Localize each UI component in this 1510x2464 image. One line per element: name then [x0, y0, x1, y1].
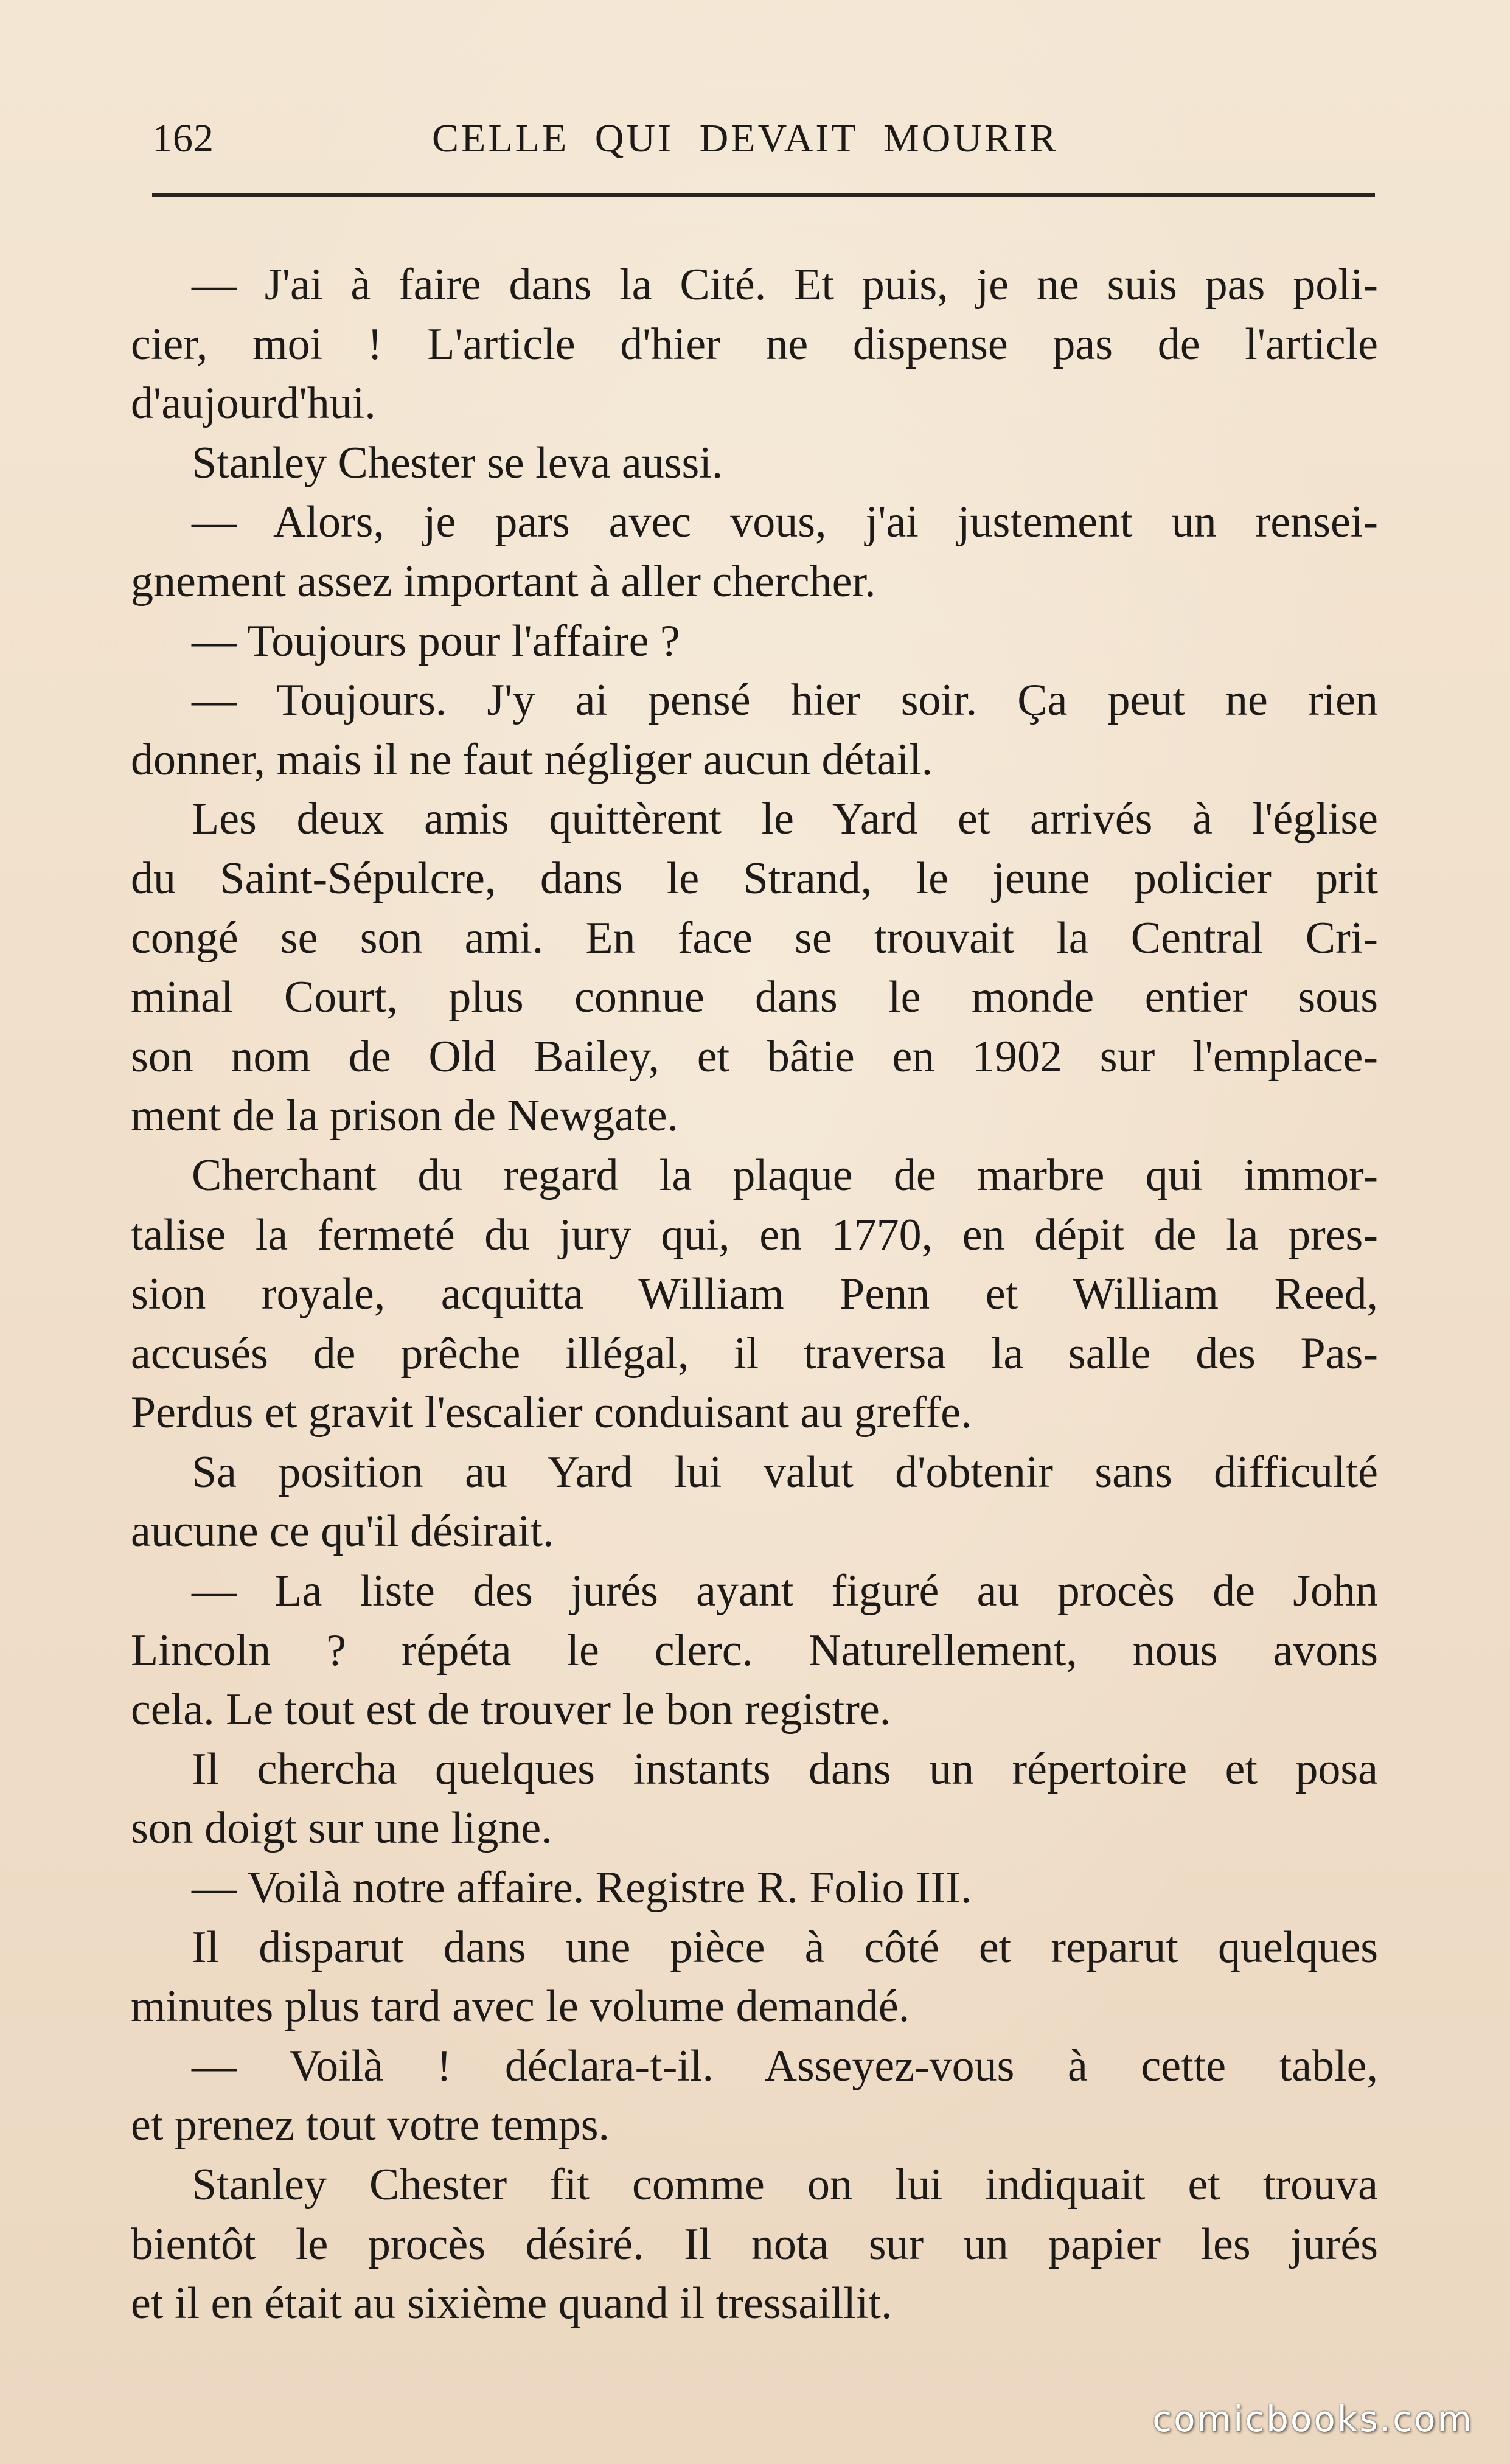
text-line: aucune ce qu'il désirait. — [131, 1506, 554, 1557]
text-line: Stanley Chester fit comme on lui indiquait et trouva — [192, 2160, 1378, 2210]
text-line: son doigt sur une ligne. — [131, 1803, 552, 1854]
text-line: donner, mais il ne faut négliger aucun détail. — [131, 734, 933, 785]
text-line: minal Court, plus connue dans le monde entier sous — [131, 972, 1378, 1023]
text-line: bientôt le procès désiré. Il nota sur un papier les jurés — [131, 2219, 1378, 2269]
watermark: comicbooks.com — [1152, 2398, 1473, 2440]
text-line: — Toujours. J'y ai pensé hier soir. Ça peut ne rien — [192, 675, 1378, 726]
text-line: et prenez tout votre temps. — [131, 2100, 610, 2151]
text-line: d'aujourd'hui. — [131, 378, 376, 429]
text-line: et il en était au sixième quand il tressaillit. — [131, 2278, 892, 2329]
text-line: cier, moi ! L'article d'hier ne dispense pas de l'article — [131, 319, 1378, 369]
text-line: son nom de Old Bailey, et bâtie en 1902 sur l'emplace- — [131, 1031, 1378, 1082]
text-line: Perdus et gravit l'escalier conduisant au greffe. — [131, 1388, 972, 1438]
text-line: — Voilà ! déclara-t-il. Asseyez-vous à cette table, — [192, 2041, 1378, 2091]
text-line: Les deux amis quittèrent le Yard et arrivés à l'église — [192, 794, 1378, 844]
text-line: — Voilà notre affaire. Registre R. Folio III. — [192, 1863, 972, 1913]
text-line: Cherchant du regard la plaque de marbre qui immor- — [192, 1150, 1378, 1200]
text-line: Il chercha quelques instants dans un répertoire et posa — [192, 1744, 1378, 1794]
text-line: congé se son ami. En face se trouvait la Central Cri- — [131, 913, 1378, 963]
text-line: — La liste des jurés ayant figuré au procès de John — [192, 1566, 1378, 1617]
text-line: ment de la prison de Newgate. — [131, 1091, 679, 1141]
text-line: Sa position au Yard lui valut d'obtenir sans difficulté — [192, 1447, 1378, 1497]
text-line: Lincoln ? répéta le clerc. Naturellement, nous avons — [131, 1625, 1378, 1676]
text-line: talise la fermeté du jury qui, en 1770, en dépit de la pres- — [131, 1209, 1378, 1260]
running-title: CELLE QUI DEVAIT MOURIR — [432, 116, 1059, 161]
text-line: accusés de prêche illégal, il traversa la salle des Pas- — [131, 1328, 1378, 1379]
text-line: — Alors, je pars avec vous, j'ai justement un rensei- — [192, 497, 1378, 548]
page-header — [152, 110, 1375, 183]
text-line: — Toujours pour l'affaire ? — [192, 616, 680, 666]
text-line: minutes plus tard avec le volume demandé. — [131, 1982, 910, 2032]
text-line: Il disparut dans une pièce à côté et reparut quelques — [192, 1922, 1378, 1972]
text-line: du Saint-Sépulcre, dans le Strand, le jeune policier prit — [131, 853, 1378, 903]
text-line: gnement assez important à aller chercher. — [131, 556, 876, 607]
header-rule — [152, 193, 1375, 197]
text-line: cela. Le tout est de trouver le bon registre. — [131, 1685, 891, 1735]
text-line: — J'ai à faire dans la Cité. Et puis, je ne suis pas poli- — [192, 260, 1378, 310]
text-line: sion royale, acquitta William Penn et William Reed, — [131, 1269, 1378, 1320]
body-text — [131, 256, 1378, 2334]
page-number: 162 — [152, 116, 214, 161]
text-line: Stanley Chester se leva aussi. — [192, 437, 723, 488]
